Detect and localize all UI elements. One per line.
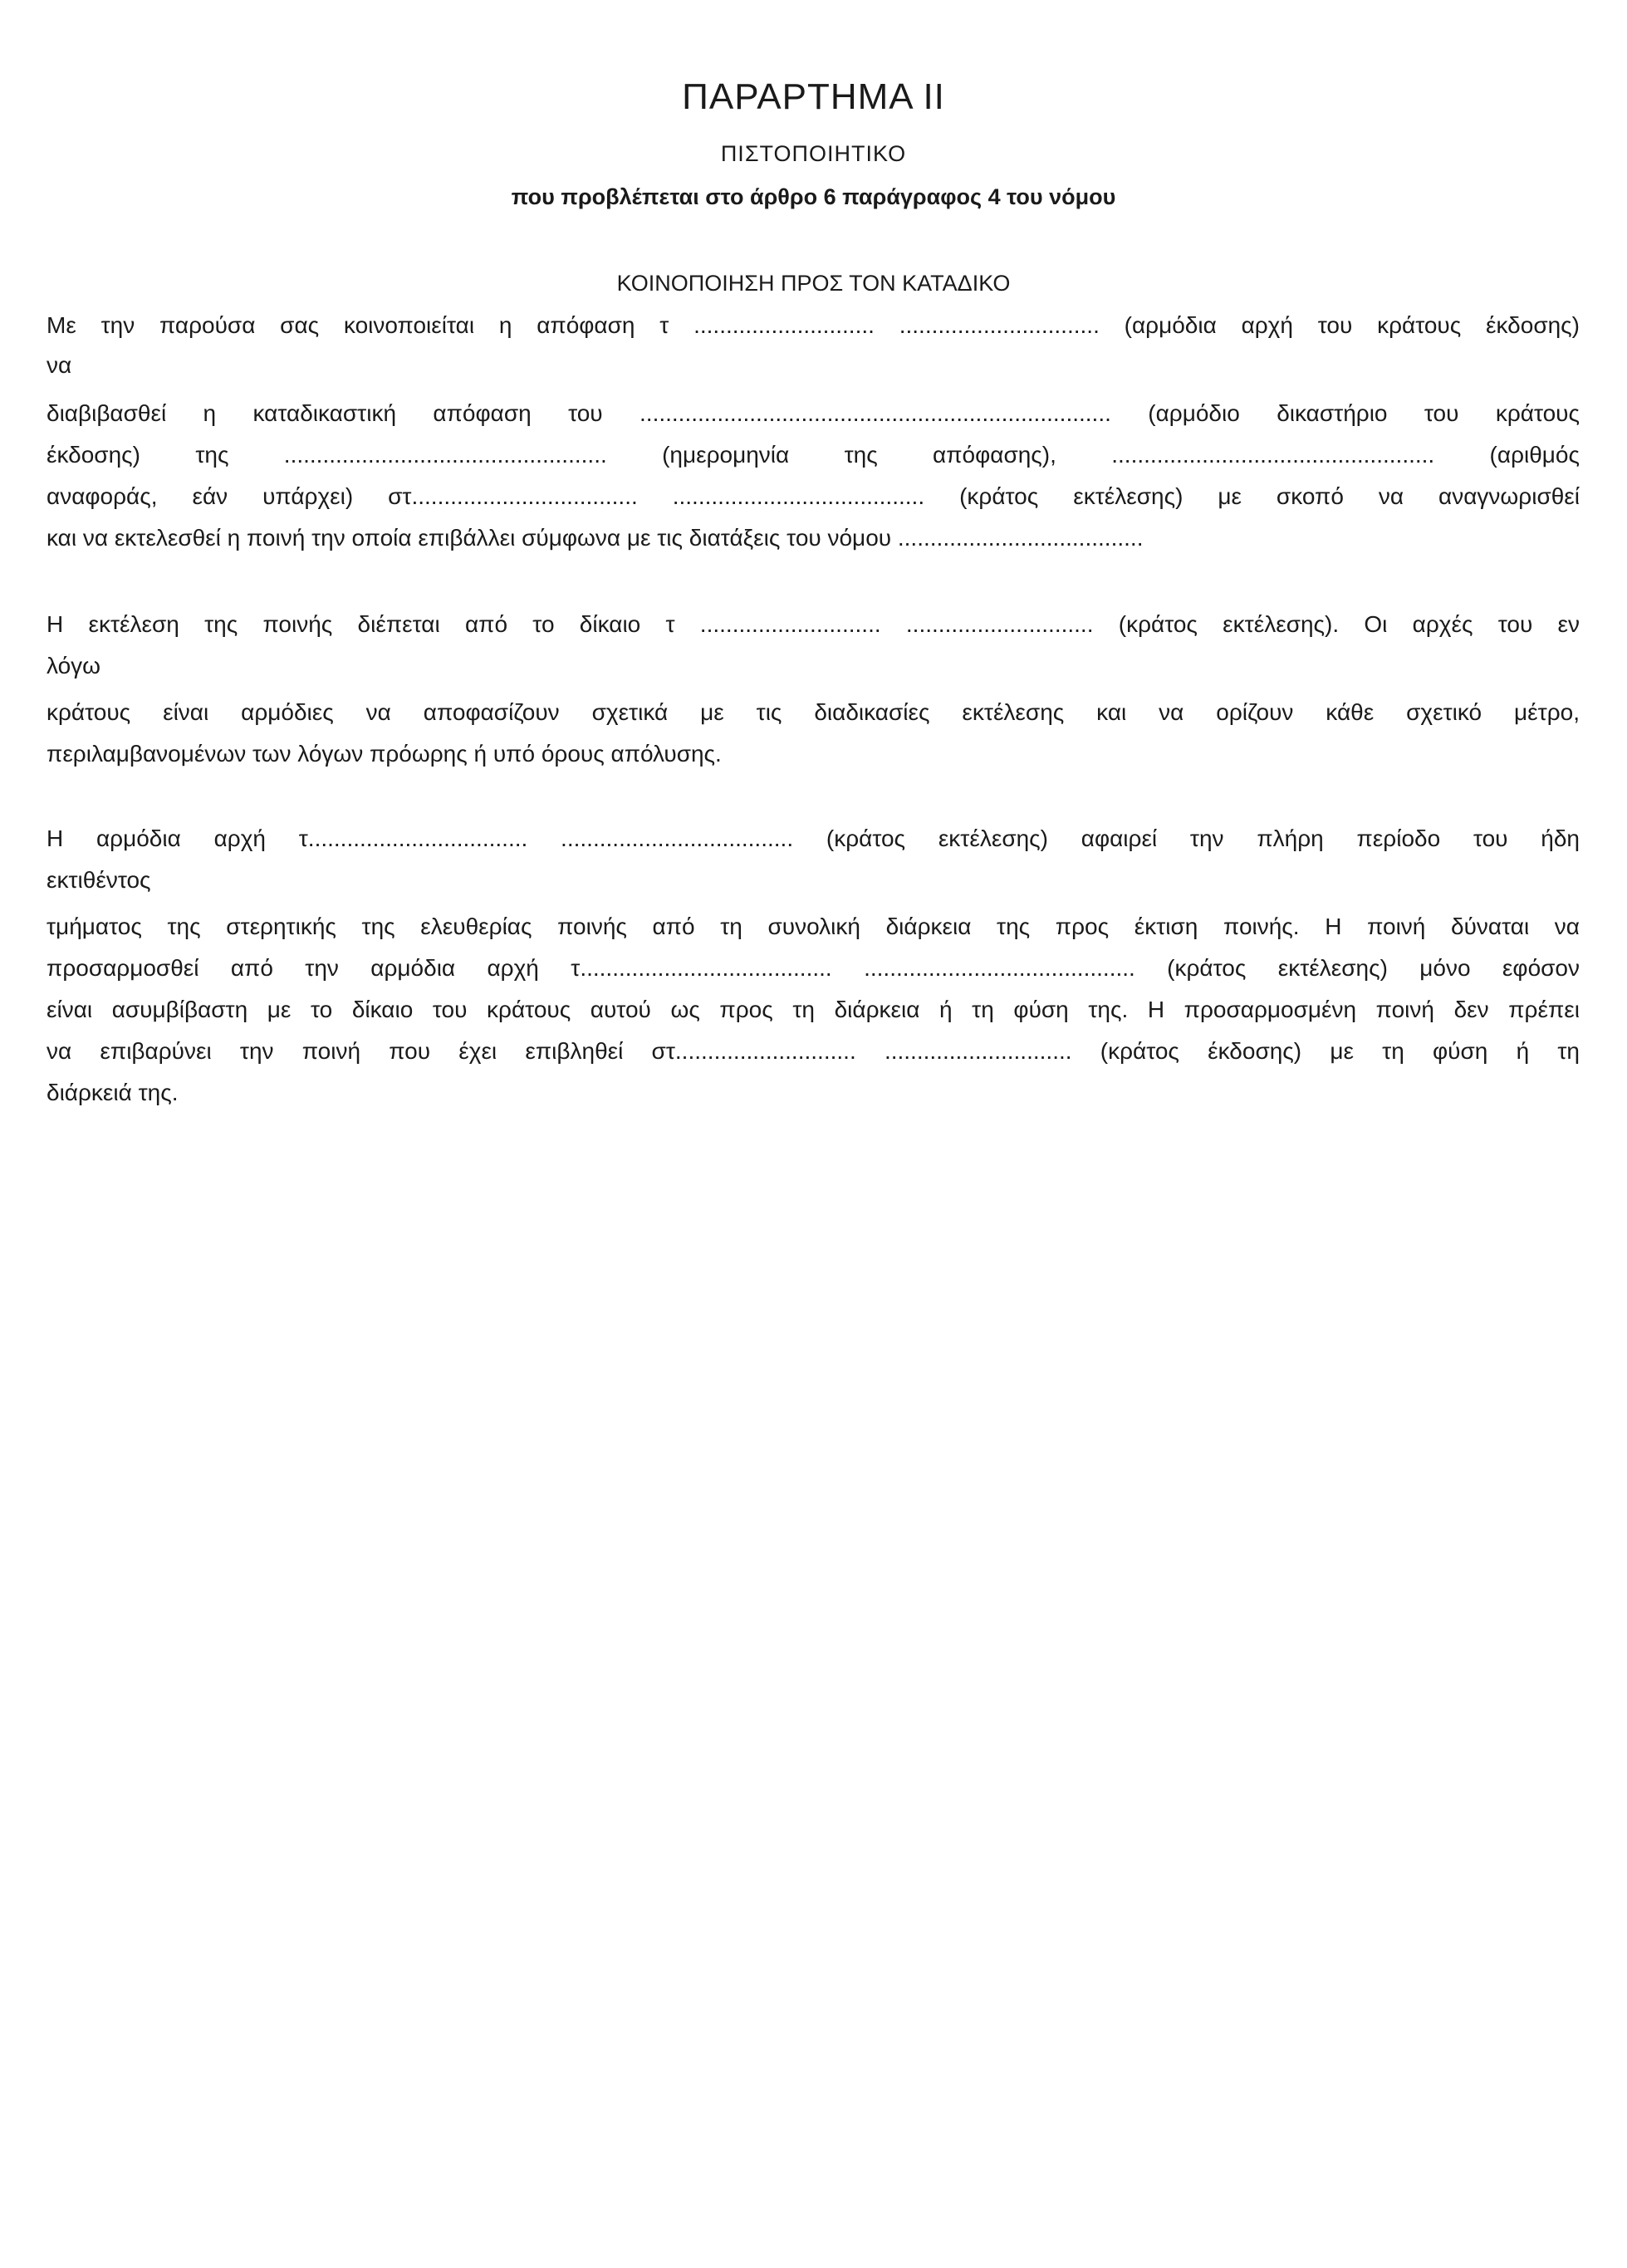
paragraph-line: να [47,352,72,378]
paragraph-line: περιλαμβανομένων των λόγων πρόωρης ή υπό όρους απόλυσης. [47,741,722,767]
paragraph-line: κράτους είναι αρμόδιες να αποφασίζουν σχετικά με τις διαδικασίες εκτέλεσης και να ορίζουν κάθε σχετικό μέτρο, [47,699,1580,725]
paragraph-line: είναι ασυμβίβαστη με το δίκαιο του κράτους αυτού ως προς τη διάρκεια ή τη φύση της. Η προσαρμοσμένη ποινή δεν πρέπει [47,997,1580,1022]
paragraph-line: προσαρμοσθεί από την αρμόδια αρχή τ....................................... .......................................... (κράτος εκτέλεσης) μόνο εφόσον [47,955,1580,981]
legal-reference: που προβλέπεται στο άρθρο 6 παράγραφος 4 του νόμου [511,184,1116,209]
paragraph-line: εκτιθέντος [47,867,151,893]
paragraph-line: Με την παρούσα σας κοινοποιείται η απόφαση τ ............................ ............................... (αρμόδια αρχή του κράτους έκδοσης) [47,312,1580,338]
notice-heading: ΚΟΙΝΟΠΟΙΗΣΗ ΠΡΟΣ ΤΟΝ ΚΑΤΑΔΙΚΟ [616,271,1011,296]
paragraph-line: τμήματος της στερητικής της ελευθερίας ποινής από τη συνολική διάρκεια της προς έκτιση ποινής. Η ποινή δύναται να [47,914,1580,939]
paragraph-line: Η εκτέλεση της ποινής διέπεται από το δίκαιο τ ............................ ............................. (κράτος εκτέλεσης). Οι αρχές του εν [47,611,1580,637]
paragraph-line: και να εκτελεσθεί η ποινή την οποία επιβάλλει σύμφωνα με τις διατάξεις του νόμου ...................................... [47,525,1144,551]
paragraph-line: λόγω [47,653,101,678]
paragraph-line: διαβιβασθεί η καταδικαστική απόφαση του ......................................................................... (αρμόδιο δικαστήριο του κράτους [47,400,1580,426]
paragraph-line: Η αρμόδια αρχή τ.................................. .................................... (κράτος εκτέλεσης) αφαιρεί την πλήρη περίοδο του ήδη [47,825,1580,851]
paragraph-line: να επιβαρύνει την ποινή που έχει επιβληθεί στ............................ ............................. (κράτος έκδοσης) με τη φύση ή τη [47,1038,1580,1064]
certificate-subtitle: ΠΙΣΤΟΠΟΙΗΤΙΚΟ [720,141,907,166]
annex-title: ΠΑΡΑΡΤΗΜΑ ΙΙ [682,76,945,117]
paragraph-line: έκδοσης) της .................................................. (ημερομηνία της απόφασης), .................................................. (αριθμός [47,442,1580,468]
paragraph-line: διάρκειά της. [47,1080,179,1105]
paragraph-line: αναφοράς, εάν υπάρχει) στ................................... ....................................... (κράτος εκτέλεσης) με σκοπό να αναγνωρισθεί [47,483,1580,509]
